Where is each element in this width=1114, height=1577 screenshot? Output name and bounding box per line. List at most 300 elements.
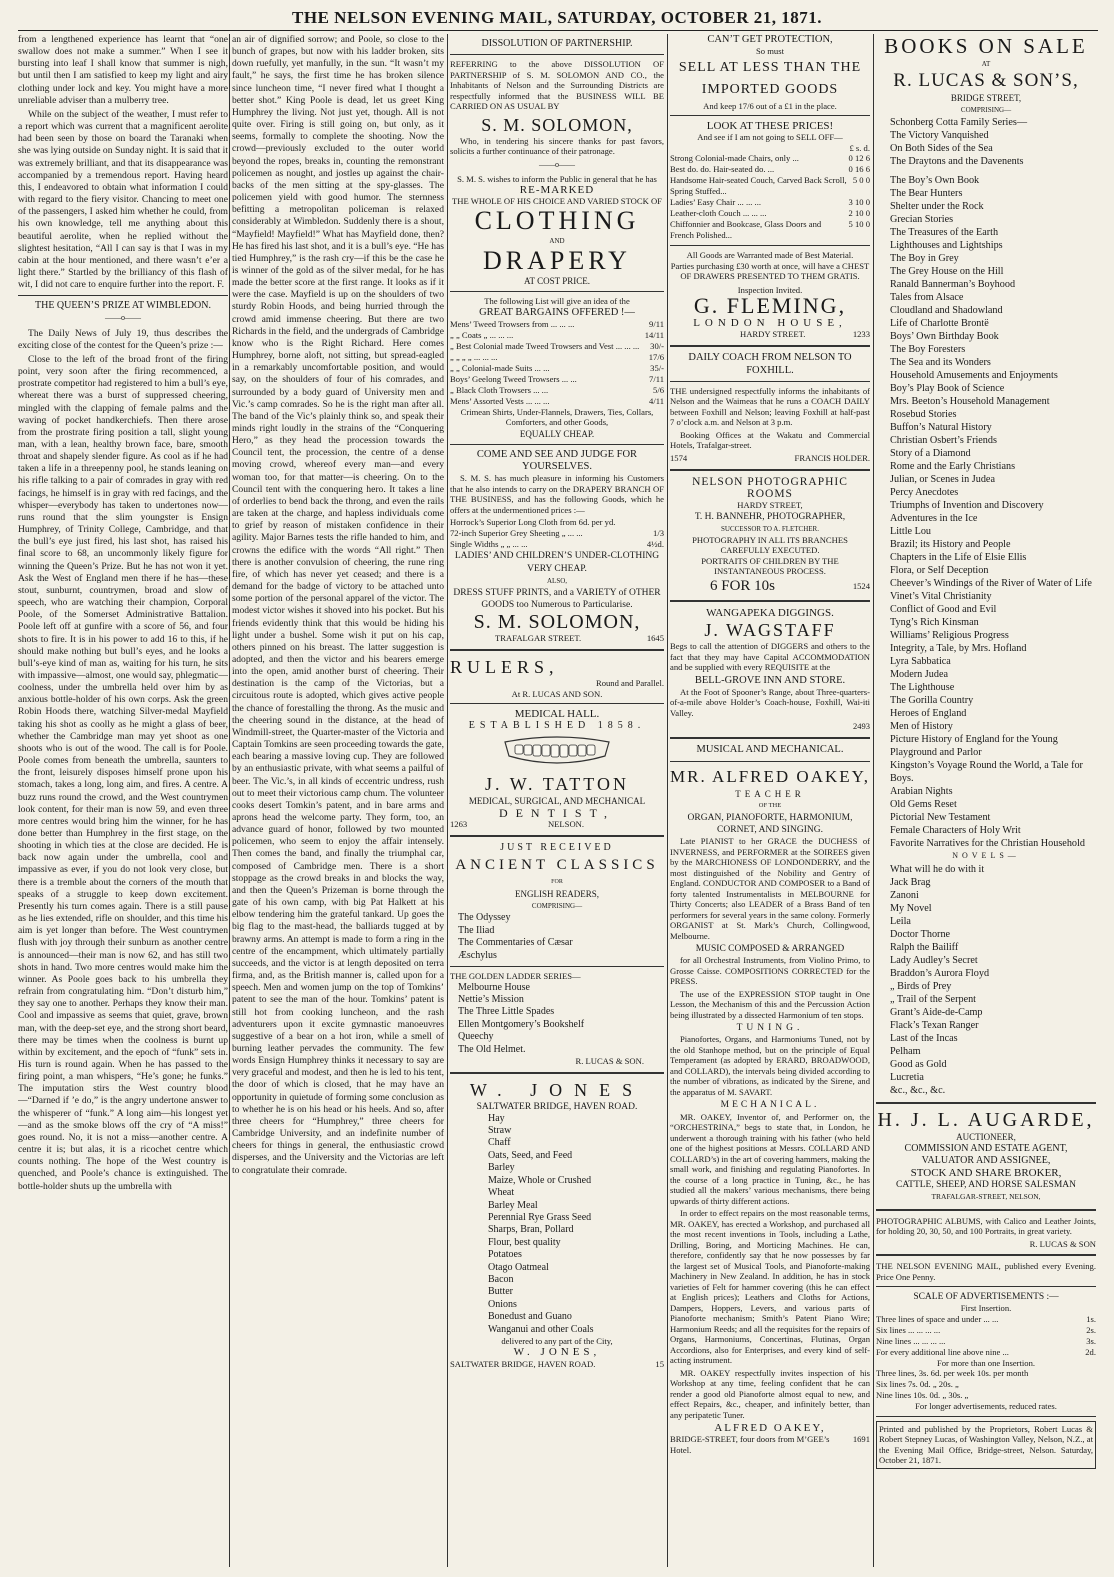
address: BRIDGE STREET, <box>950 93 1022 104</box>
ad-text: REFERRING to the above DISSOLUTION OF PARTNERSHIP of S. M. SOLOMON AND CO., the Inhabitants of Nelson and the Surrounding Districts are respectfully informed that the BUSINESS WILL BE CARRIED ON AS USUAL BY <box>450 59 664 112</box>
book-title: Tales from Alsace <box>890 292 964 304</box>
book-title: Ellen Montgomery’s Bookshelf <box>458 1018 585 1030</box>
ad-text: THE undersigned respectfully informs the inhabitants of Nelson and the Waimeas that he runs a COACH DAILY between Foxhill and Nelson; leaving Foxhill at half-past 7 o’clock a.m. and Nelson at 3 p.m. <box>670 385 870 428</box>
item-price: 14/11 <box>644 329 664 340</box>
divider <box>670 345 870 347</box>
ad-text: PORTRAITS OF CHILDREN BY THE INSTANTANEOUS PROCESS. <box>701 555 839 577</box>
ad-text: Late PIANIST to her GRACE the DUCHESS of INVERNESS, and PERFORMER at the SOIREES given by the MARCHIONESS OF LONDONDERRY, and the most distinguished of the Nobility and Gentry of England. CONDUCTOR AND COMPOSER to a Band of forty talented Instrumentalists in MELBOURNE for Thirty Concerts; also LEADER of a Brass Band of ten performers for several years in the same colony. Formerly ORGANIST at St. Mark’s Church, Collingwood, Melbourne. <box>670 836 870 941</box>
book-title: Nettie’s Mission <box>458 993 524 1005</box>
ad-headline-clothing: CLOTHING <box>474 205 640 235</box>
ad-text: The use of the EXPRESSION STOP taught in One Lesson, the Mechanism of this and the Percussion Action being illustrated by a dissected Harmonium of ten stops. <box>670 988 870 1020</box>
ad-headline-drapery: DRAPERY <box>483 246 631 276</box>
ad-footer <box>450 1359 664 1370</box>
ad-footer <box>670 453 870 464</box>
book-list <box>876 116 1096 168</box>
book-title: Little Lou <box>890 526 932 538</box>
item-price: 5 10 0 <box>848 219 870 230</box>
ad-text: THE GOLDEN LADDER SERIES— <box>450 971 581 982</box>
price-row <box>450 319 664 330</box>
ad-heading: MUSICAL AND MECHANICAL. <box>696 744 844 756</box>
ad-text: PHOTOGRAPHIC ALBUMS, with Calico and Leather Joints, for holding 20, 30, 50, and 100 Portraits, in great variety. <box>876 1215 1096 1237</box>
book-title: Favorite Narratives for the Christian Household <box>890 838 1085 850</box>
ad-heading: ANCIENT CLASSICS <box>455 856 659 873</box>
book-title: „ Birds of Prey <box>890 980 952 992</box>
advertiser-name: J. W. TATTON <box>485 773 629 794</box>
article-title: THE QUEEN’S PRIZE AT WIMBLEDON. <box>34 300 211 312</box>
book-title: Life of Charlotte Brontë <box>890 318 989 330</box>
ad-text: At the Foot of Spooner’s Range, about Three-quarters-of-a-mile above Holder’s Coach-house, Foxhill, Wai-iti Valley. <box>670 686 870 718</box>
ad-text: First Insertion. <box>960 1303 1012 1314</box>
ad-text: Crimean Shirts, Under-Flannels, Drawers, Ties, Collars, Comforters, and other Goods, <box>460 406 654 428</box>
goods-item: Wanganui and other Coals <box>488 1323 594 1335</box>
book-title: The Boy’s Own Book <box>890 175 980 187</box>
address: HARDY STREET. <box>740 329 806 340</box>
ad-text: All Goods are Warranted made of Best Material. <box>686 250 854 261</box>
ad-heading: MECHANICAL. <box>720 1100 820 1111</box>
ad-heading: DAILY COACH FROM NELSON TO FOXHILL. <box>688 352 852 376</box>
ad-text: COMPRISING— <box>531 902 583 911</box>
ad-heading: CAN’T GET PROTECTION, <box>707 34 833 45</box>
ad-number: 1691 <box>852 1434 870 1445</box>
price-row <box>450 352 664 363</box>
book-title: Shelter under the Rock <box>890 201 984 213</box>
column-3 <box>450 34 664 1567</box>
paragraph: Close to the left of the broad front of the firing point, very soon after the firing recommenced, a prostrate competitor had registered to him a bull’s eye, whereat there was a burst of suppressed cheering, mingled with the clapping of female palms and the waving of pocket handkerchiefs. Then there arose from the prostrate firing position a tall, slight young man, with a lean, healthy brown face, bare, smooth throat and shapely slender figure. As cool as if he had taken a life in a threepenny pool, he stands leaning on his rifle talking to a pair of comrades in gray with red facings, he himself is in gray with red facings, and the whisper—everybody has taken to undertones now—runs round that the slim youngster is Ensign Humphrey, of Trinity College, Cambridge, and that the bull’s eye just fired, his last shot, has raised his final score to 68, an uncommonly likely figure for winning the Queen’s Prize. But he has not won it yet. Ask the West of England men there if he has—these stout, sunburnt, countrymen, broad and slow of speech, who are watching their champion, Corporal Poole, of the Somerset Administrative Battalion. Poole left off at gunfire with a score of 56, and four shots to fire. It is in his power to add 16 to this, if he should make nothing but bull’s eyes, and he looks a bull’s-eye kind of man as, waiting for his turn, he sits with impassive—almost, one would say, phlegmatic—coolness, under the umbrella held over him by as anxious bottle-holder of his own corps. Ask the green Robin Hoods there, watching Silver-medal Mayfield taking his shot as coolly as he might a glass of beer, whether the Cambridge man may yet shoot as one shoots who is out of the wood. The call is for Poole. Poole comes from beneath the umbrella, saunters to the front, leisurely disposes himself prone upon his stomach, takes a long, long aim, and fires. A centre. A buzz runs round the crowd, and the West countrymen look content, for their man is now 59, and even three more centres would bring him the winner, for he has done better than Humphrey in the first stage, on the shooting in which ties at the close are decided. He is back now again under the umbrella, cool and impassive as ever, if you do not look very close, but there is a tremble about the corners of the mouth that speaks of a struggle to keep down excitement. Presently his turn comes again. There is a still pause as he lies extended, rifle on shoulder, and this time his aim is yet longer than before. The West countrymen flush with joy through their sunburn as another centre is announced—their man is now 62, and has still two shots in hand. Two more centres would make him the winner. As Poole goes back to his umbrella they refrain from congratulating him. “Don’t disturb him,” they say one to another. Perhaps they know their man. Cool and impassive as seems that quiet, grave, brown man, with the deep-set eye, and the strong short beard, there may be times when the coolness is burnt up within by excitement, and the epoch of “funk” sets in. His turn is round again. When he has passed to the firing point, a man whispers, “He’s gone; he funks.” The imputation stirs the West country blood—“Darned if ’e do,” is the angry undertone answer to the whisperer of “funk.” A long aim—his longest yet—and as the smoke blows off the cry of “A miss!” goes round. No, it is not a miss—another centre. A centre it is; but alas, it is a ricochet centre which counts nothing. The hope of the West country is quenched, and Poole’s chance is extinguished. The bottle-holder shuts up the umbrella with <box>18 353 228 1192</box>
item-price: 5/6 <box>653 384 664 395</box>
book-title: Buffon’s Natural History <box>890 422 992 434</box>
ad-heading: LADIES’ AND CHILDREN’S UNDER-CLOTHING VERY CHEAP. <box>454 551 660 574</box>
divider <box>450 54 664 55</box>
ad-text: MR. OAKEY respectfully invites inspection of his Workshop at any time, feeling confident that he can render a good old Pianoforte almost equal to new, and effect Repairs, &c., cheaper, and infinitely better, than any peripatetic Tuner. <box>670 1367 870 1420</box>
ad-heading: NOVELS— <box>952 851 1020 861</box>
goods-item: Barley <box>488 1162 515 1174</box>
book-title: Last of the Incas <box>890 1032 958 1044</box>
ad-signature: R. LUCAS & SON. <box>575 1056 644 1066</box>
book-title: Brazil; its History and People <box>890 539 1011 551</box>
price-row <box>876 1325 1096 1336</box>
divider <box>450 444 664 445</box>
ad-heading: BELL-GROVE INN AND STORE. <box>694 674 846 686</box>
item-label: Three lines of space and under ... ... <box>876 1313 999 1324</box>
ad-heading: NELSON PHOTOGRAPHIC ROOMS <box>692 475 848 500</box>
ad-heading: BOOKS ON SALE <box>884 34 1088 58</box>
book-title: Men of History <box>890 721 953 733</box>
book-title: Conflict of Good and Evil <box>890 604 997 616</box>
paragraph: While on the subject of the weather, I must refer to a report which was current that a magnificent aerolite had been seen by those on board the Taranaki when she was lying outside on Sunday night. It is said that it was extremely brilliant, and that its disappearance was accompanied by a tremendous report. Having heard this, I endeavored to obtain what information I could with regard to the fiery visitor. Chancing to meet one of the passengers, I asked him whether he could, from his own knowledge, tell me anything about this beautiful aerolite, when he replied without the slightest hesitation, “All I can say is that I was in my cabin at the hour mentioned, and there wasn’t e’er a light there.” Startled by the brilliancy of this flash of wit, I did not care to enquire further into the report. F. <box>18 108 228 291</box>
book-title: Ralph the Bailiff <box>890 941 959 953</box>
book-title: What will he do with it <box>890 863 985 875</box>
item-price: 35/- <box>650 362 664 373</box>
book-title: The Old Helmet. <box>458 1043 526 1055</box>
book-title: Heroes of England <box>890 708 967 720</box>
price-offer: 6 FOR 10s <box>710 577 776 594</box>
ad-heading: MUSIC COMPOSED & ARRANGED <box>695 944 845 955</box>
masthead-rule <box>18 30 1098 31</box>
advertiser-name: H. J. L. AUGARDE, <box>877 1108 1095 1131</box>
goods-item: Potatoes <box>488 1249 522 1261</box>
divider-ornament: ——o—— <box>105 313 141 323</box>
ad-heading: LOOK AT THESE PRICES! <box>706 120 834 133</box>
book-title: Jack Brag <box>890 876 931 888</box>
book-title: Household Amusements and Enjoyments <box>890 370 1058 382</box>
item-price: 7/11 <box>649 373 664 384</box>
price-row <box>670 208 870 219</box>
ad-text: Round and Parallel. <box>595 678 664 689</box>
book-list <box>876 863 1096 1097</box>
ad-signature: R. LUCAS & SON <box>1029 1238 1096 1249</box>
goods-item: Straw <box>488 1125 512 1137</box>
ad-number: 15 <box>655 1358 664 1369</box>
ad-text: OF THE <box>758 801 782 809</box>
advertiser-name: R. LUCAS & SON’S, <box>893 70 1079 92</box>
ad-heading: RULERS, <box>450 657 559 678</box>
item-label: „ „ „ „ ... ... ... <box>450 351 498 362</box>
book-title: Flora, or Self Deception <box>890 565 989 577</box>
ad-text: S. M. S. has much pleasure in informing his Customers that he also intends to carry on the DRAPERY BRANCH OF THE BUSINESS, and has the following Goods, which he offers at the undermentioned prices :— <box>450 473 664 515</box>
book-title: Arabian Nights <box>890 786 953 798</box>
item-label: Chiffonnier and Bookcase, Glass Doors and French Polished... <box>670 219 822 241</box>
ad-heading: GREAT BARGAINS OFFERED !— <box>479 306 635 318</box>
ad-text: CATTLE, SHEEP, AND HORSE SALESMAN <box>896 1180 1076 1191</box>
address: HARDY STREET, <box>737 500 803 511</box>
book-title: Cheever’s Windings of the River of Water of Life <box>890 578 1092 590</box>
advertiser-name: W. JONES <box>469 1079 645 1100</box>
ad-heading: RE-MARKED <box>519 184 595 197</box>
ad-text: STOCK AND SHARE BROKER, <box>910 1167 1062 1180</box>
ad-text: ENGLISH READERS, <box>514 889 599 900</box>
divider <box>670 737 870 739</box>
book-title: Mrs. Beeton’s Household Management <box>890 396 1050 408</box>
item-price: 4½d. <box>646 539 664 550</box>
item-price: 2s. <box>1086 1324 1096 1335</box>
book-title: Lyra Sabbatica <box>890 656 951 668</box>
book-title: Lady Audley’s Secret <box>890 954 978 966</box>
ad-footer <box>670 577 870 595</box>
advertiser-name: W. JONES, <box>513 1346 601 1359</box>
book-title: Old Gems Reset <box>890 799 957 811</box>
book-title: Lighthouses and Lightships <box>890 240 1003 252</box>
book-title: Story of a Diamond <box>890 448 971 460</box>
ad-heading: MEDICAL HALL. <box>514 708 600 721</box>
book-title: Williams’ Religious Progress <box>890 630 1009 642</box>
item-label: Single Widths „ „ ... ... <box>450 539 528 550</box>
item-label: „ „ Coats „ ... ... ... <box>450 329 514 340</box>
book-title: The Treasures of the Earth <box>890 227 999 239</box>
ad-number: 1233 <box>852 329 870 340</box>
ad-heading: WANGAPEKA DIGGINGS. <box>706 606 834 619</box>
address: NELSON. <box>547 818 584 829</box>
ad-heading: TUNING. <box>736 1023 804 1034</box>
item-label: Three lines, 3s. 6d. per week 10s. per month <box>876 1368 1029 1379</box>
item-price: 3 10 0 <box>848 197 870 208</box>
item-price: 9/11 <box>649 318 664 329</box>
item-price: 0 16 6 <box>848 164 870 175</box>
ad-text: THE WHOLE OF HIS CHOICE AND VARIED STOCK OF <box>452 196 662 207</box>
book-title: The Commentaries of Cæsar <box>458 937 573 949</box>
price-row <box>876 1379 1096 1390</box>
book-title: Melbourne House <box>458 981 530 993</box>
paragraph: an air of dignified sorrow; and Poole, so close to the bunch of grapes, but now with his ladder broken, sits down ruefully, yet manfully, in the sun. “It wasn’t my fault,” he says, the first time he has broken silence since luncheon time, “I never fired what I thought a better shot.” King Poole is dead, let us greet King Humphrey the living. Not just yet, though. All is not quite over. Firing is still going on, but only, as it seems, formally to complete the shooting. Now the crowd—previously excluded to the outer world beyond the ropes, breaks in, counting the remonstrant policemen as nought, and jostles up against the chair-backs of the men sitting at the spy-glasses. The policemen yield with good humor. The sternness befitting a metropolitan policeman is relaxed considerably at Wimbledon. Suddenly there is a shout, “Mayfield! Mayfield!” What has Mayfield done, then? He has fired his last shot, and it is a bull’s eye. “He has tied Humphrey,” is the rash cry—if this be the case he is winner of the gold as of the silver medal, for he has made the better score at the first range. It looks as if it were the case. Mayfield is up on the shoulders of two sturdy Robin Hoods, and being hurried through the crowd amid immense cheering. But there are two Richards in the field, and the undergrads of Cambridge know who is the Right Richard. Here comes Humphrey, borne aloft, not sitting, but spread-eagled in a remarkably uncomfortable position, and would say, on the shoulders of four of his comrades, and surrounded by a body guard of University men and Vic.’s camp comrades. So he is the right man after all. The band of the Vic’s plainly think so, and speak their minds right loudly in the strains of the “Conquering Hero,” as they head the procession towards the Council tent, the procession, the centre of a dense moving crowd, whereof every man—and every woman too, for that matter—is cheering. On to the Council tent with the conquering hero. It takes a line of orderlies to bend back the throng, and even the rails are taken at the charge, and hapless individuals come to grief by reason of mistaken confidence in their agility. Major Barnes tests the rifle handed to him, and crowns the edifice with the words “All right.” Then there is another convulsion of cheering, the rune ring fire, of which has never yet ceased; and there is a demand for the badge of victory to be attached unto some portion of the personal apparel of the victor. The modest victor wishes it shoved into his pocket. But his friends evidently think that this would be hiding his light under a bushel. Some wish it put on his cap, others pinned on his breast. The latter suggestion is adopted, and then the victor and his bearers emerge into the open, amid another burst of cheering. Their destination is the camp of the Victorias, but a circuitous route is adopted, which gives active people the chance of forestalling the throng. As the music and the cheering sound in the distance, at the head of Windmill-street, the Quarter-master of the Victoria and Captain Tomkins are seen proceeding towards the gate, each bearing a massive loving cup. They are followed by an enthusiastic private, with what seems a pailful of beer. The Vic.’s, in all kinds of eccentric undress, rush out to meet their victorious camp chum. The volunteer cooks desert Tomkin’s patent, and in bare arms and aprons head the welcome party. They form, too, an advance guard of honor, followed by two mounted policemen, who seem to enjoy the affair intensely. Then comes the band, and finally the triumphal car, composed of Cambridge men. There is a short stoppage as the crowd breaks in and blocks the way, and then the Queen’s Prizeman is borne through the gate of his own camp, with big Pat Halkett at his elbow tendering him the grateful tankard. Up goes the big flag to the mast-head, the balliards tugged at by brawny arms. An attempt is made to form a ring in the centre of the encampment, which ultimately partially succeeds, and the victor is at length deposited on terra firma, and, as the British manner is, called upon for a speech. Men and women jump on the top of Tomkins’ patent to see the man of the hour. Tomkins’ patent is still hot from cooking luncheon, and the rash adventurers upon it excite gymnastic manoeuvres suggestive of a bear on a hot iron, while a smell of burning leather pervades the community. The few words Ensign Humphrey thinks it necessary to say are very graceful and modest, and then he is led to his tent, the door of which is closed, that he may have an opportunity in quietude of forming some conclusion as to whether he is on his head or his heels. And so, after three cheers for “Humphrey,” three cheers for Cambridge University, and an indefinite number of cheers for things in general, the enthusiastic crowd disperses, and the University and the Victorias are left to congratulate their comrade. <box>232 34 444 1176</box>
ad-text: So must <box>756 46 784 57</box>
column-5 <box>876 34 1096 1567</box>
book-title: Boys’ Own Birthday Book <box>890 331 999 343</box>
ad-heading: DRESS STUFF PRINTS, and a VARIETY of OTHER GOODS too Numerous to Particularise. <box>453 587 661 611</box>
ad-text: Inspection Invited. <box>737 284 803 295</box>
ad-text: VALUATOR AND ASSIGNEE, <box>921 1154 1051 1166</box>
book-list <box>450 912 664 962</box>
column-rule <box>229 34 230 1567</box>
book-title: The Grey House on the Hill <box>890 266 1004 278</box>
goods-item: Perennial Rye Grass Seed <box>488 1211 592 1223</box>
divider <box>450 703 664 704</box>
book-title: Braddon’s Aurora Floyd <box>890 967 990 979</box>
advertiser-name: S. M. SOLOMON, <box>473 611 641 634</box>
ad-heading: SCALE OF ADVERTISEMENTS :— <box>913 1292 1059 1303</box>
address: SALTWATER BRIDGE, HAVEN ROAD. <box>450 1358 596 1369</box>
item-label: Best do. do. Hair-seated do. ... <box>670 164 775 175</box>
goods-item: Bacon <box>488 1273 514 1285</box>
advertiser-name: S. M. SOLOMON, <box>481 114 633 135</box>
item-label: Six lines ... ... ... ... <box>876 1324 941 1335</box>
ad-text: Booking Offices at the Wakatu and Commercial Hotels, Trafalgar-street. <box>670 429 870 451</box>
goods-item: Bonedust and Guano <box>488 1311 572 1323</box>
book-title: Playground and Parlor <box>890 747 982 759</box>
book-title: The Boy Foresters <box>890 344 966 356</box>
ad-heading: ORGAN, PIANOFORTE, HARMONIUM, CORNET, AND SINGING. <box>687 812 853 835</box>
price-row <box>876 1336 1096 1347</box>
divider <box>670 115 870 116</box>
goods-item: Oats, Seed, and Feed <box>488 1149 573 1161</box>
column-rule <box>873 34 874 1567</box>
ad-text: AT <box>981 60 991 68</box>
book-title: Integrity, a Tale, by Mrs. Hofland <box>890 643 1027 655</box>
item-label: Nine lines 10s. 0d. „ 30s. „ <box>876 1390 969 1401</box>
rate-table <box>876 1368 1096 1401</box>
goods-item: Barley Meal <box>488 1199 538 1211</box>
column-1 <box>18 34 228 1567</box>
item-price: 1/3 <box>653 528 664 539</box>
book-title: Pictorial New Testament <box>890 812 991 824</box>
address: LONDON HOUSE, <box>693 317 847 330</box>
item-price: 17/6 <box>648 351 664 362</box>
ad-text: For longer advertisements, reduced rates. <box>915 1401 1057 1412</box>
book-title: Boy’s Play Book of Science <box>890 383 1005 395</box>
ad-text: ESTABLISHED 1858. <box>468 720 646 732</box>
price-row <box>450 396 664 407</box>
ad-text: MEDICAL, SURGICAL, AND MECHANICAL <box>468 795 646 806</box>
book-title: Pelham <box>890 1045 921 1057</box>
paragraph: from a lengthened experience has learnt that “one swallow does not make a summer.” When I see it bursting into leaf I shall know that summer is nigh, but until then I am satisfied to keep my light and airy clothing under lock and key. You might have a more unreliable adviser than a mulberry tree. <box>18 34 228 106</box>
price-row <box>670 175 870 197</box>
ad-text: MR. OAKEY, Inventor of, and Performer on, the “ORCHESTRINA,” begs to state that, in London, he underwent a thorough training with his father (who held one of the highest positions at Messrs. COLLARD AND COLLARD’s) in the art of covering hammers, making the small work, and finishing and regulating Pianofortes. In the course of a long practice in Tuning, &c., he has studied all the makers’ various mechanisms, there being upwards of thirty different actions. <box>670 1111 870 1206</box>
ad-text: Pianofortes, Organs, and Harmoniums Tuned, not by the old Stanhope method, but on the principle of Equal Temperament (as adopted by ERARD, BROADWOOD, and COLLARD), the intervals being divided according to the number of vibrations, as indicated by the Sirene, and the apparatus of M. SAVART. <box>670 1034 870 1097</box>
item-label: For every additional line above nine ... <box>876 1346 1009 1357</box>
price-list <box>670 153 870 241</box>
item-label: Boys’ Geelong Tweed Trowsers ... ... <box>450 373 577 384</box>
divider <box>18 295 228 296</box>
item-label: 72-inch Superior Grey Sheeting „ ... ... <box>450 528 583 539</box>
ad-number: 1645 <box>646 633 664 644</box>
column-4 <box>670 34 870 1567</box>
ad-signature: ALFRED OAKEY, <box>714 1422 826 1435</box>
ad-text: For more than one Insertion. <box>936 1357 1036 1368</box>
divider <box>876 1416 1096 1417</box>
divider <box>670 600 870 602</box>
masthead: THE NELSON EVENING MAIL, SATURDAY, OCTOBER 21, 1871. <box>292 8 822 27</box>
price-row <box>450 517 664 528</box>
ad-text: And see if I am not going to SELL OFF— <box>697 132 843 143</box>
address: TRAFALGAR-STREET, NELSON, <box>931 1192 1041 1202</box>
item-label: Mens’ Assorted Vests ... ... ... <box>450 395 550 406</box>
price-row <box>876 1368 1096 1379</box>
ad-number: 1524 <box>852 580 870 591</box>
ad-text: SUCCESSOR TO A. FLETCHER. <box>721 524 819 533</box>
book-title: &c., &c., &c. <box>890 1084 946 1096</box>
ad-number: 1574 <box>670 452 688 463</box>
book-title: The Iliad <box>458 924 495 936</box>
item-price: 2 10 0 <box>848 208 870 219</box>
book-title: Triumphs of Invention and Discovery <box>890 500 1044 512</box>
divider <box>876 1102 1096 1104</box>
book-title: Lucretia <box>890 1071 924 1083</box>
ad-text: AT COST PRICE. <box>524 276 590 287</box>
ad-number: 1263 <box>450 818 468 829</box>
ad-heading: DENTIST, <box>498 805 616 820</box>
book-title: The Three Little Spades <box>458 1006 555 1018</box>
book-title: Schonberg Cotta Family Series— <box>890 117 1028 129</box>
book-title: Christian Osbert’s Friends <box>890 435 997 447</box>
price-row <box>876 1390 1096 1401</box>
item-label: Leather-cloth Couch ... ... ... <box>670 208 767 219</box>
price-row <box>450 330 664 341</box>
price-row <box>876 1314 1096 1325</box>
ad-text: Parties purchasing £30 worth at once, will have a CHEST OF DRAWERS PRESENTED TO THEM GRATIS. <box>670 260 870 282</box>
ad-text: Begs to call the attention of DIGGERS and others to the fact that they may have Capital ACCOMMODATION and be supplied with every REQUISITE at the <box>670 641 870 673</box>
goods-item: Butter <box>488 1286 513 1298</box>
ad-text: ALSO, <box>546 576 568 585</box>
book-title: Grecian Stories <box>890 214 954 226</box>
goods-item: Maize, Whole or Crushed <box>488 1174 592 1186</box>
divider <box>876 1209 1096 1211</box>
ad-footer <box>670 329 870 340</box>
price-list <box>450 517 664 550</box>
book-title: Julian, or Scenes in Judea <box>890 474 995 486</box>
book-title: Vinet’s Vital Christianity <box>890 591 992 603</box>
item-label: Nine lines ... ... ... ... <box>876 1335 946 1346</box>
ad-text: AUCTIONEER, <box>956 1131 1016 1142</box>
book-title: Rome and the Early Christians <box>890 461 1016 473</box>
ad-text: delivered to any part of the City, <box>501 1335 613 1346</box>
paragraph: The Daily News of July 19, thus describes the exciting close of the contest for the Queen’s prize :— <box>18 327 228 351</box>
book-title: The Bear Hunters <box>890 188 963 200</box>
ad-text: COMMISSION AND ESTATE AGENT, <box>904 1142 1068 1154</box>
book-title: The Odyssey <box>458 912 511 924</box>
book-title: Female Characters of Holy Writ <box>890 825 1021 837</box>
ad-title: DISSOLUTION OF PARTNERSHIP. <box>481 38 633 49</box>
item-label: „ Best Colonial made Tweed Trowsers and Vest ... ... ... <box>450 340 640 351</box>
divider <box>450 966 664 967</box>
book-title: The Gorilla Country <box>890 695 974 707</box>
ad-heading: COME AND SEE AND JUDGE FOR YOURSELVES. <box>476 449 638 473</box>
advertiser-name: J. WAGSTAFF <box>704 620 836 641</box>
item-price: 0 12 6 <box>848 153 870 164</box>
column-rule <box>447 34 448 1567</box>
ad-text: THE NELSON EVENING MAIL, published every Evening. Price One Penny. <box>876 1261 1096 1282</box>
address: BRIDGE-STREET, four doors from M’GEE’s Hotel. <box>670 1434 830 1456</box>
rate-table <box>876 1314 1096 1358</box>
goods-item: Chaff <box>488 1137 511 1149</box>
item-price: 30/- <box>650 340 664 351</box>
book-title: Zanoni <box>890 889 919 901</box>
book-title: My Novel <box>890 902 932 914</box>
ad-footer <box>670 1434 870 1456</box>
item-label: „ „ Colonial-made Suits ... ... <box>450 362 550 373</box>
item-price: 4/11 <box>649 395 664 406</box>
divider <box>670 245 870 246</box>
goods-item: Wheat <box>488 1187 515 1199</box>
goods-item: Hay <box>488 1112 505 1124</box>
divider <box>670 381 870 382</box>
ad-text: Who, in tendering his sincere thanks for past favors, solicits a further continuance of their patronage. <box>450 135 664 157</box>
column-rule <box>667 34 668 1567</box>
goods-item: Onions <box>488 1298 517 1310</box>
price-list <box>450 319 664 407</box>
item-price: 1s. <box>1086 1313 1096 1324</box>
book-title: Kingston’s Voyage Round the World, a Tale for Boys. <box>890 760 1083 785</box>
goods-list <box>480 1113 664 1336</box>
ad-text: EQUALLY CHEAP. <box>519 428 595 439</box>
ad-text: The following List will give an idea of the <box>484 296 630 307</box>
item-label: Handsome Hair-seated Couch, Carved Back Scroll, Spring Stuffed... <box>670 175 847 197</box>
ad-footer <box>450 819 664 830</box>
book-title: Grant’s Aide-de-Camp <box>890 1006 983 1018</box>
book-title: The Victory Vanquished <box>890 130 989 142</box>
book-list <box>450 982 664 1056</box>
divider <box>670 761 870 762</box>
price-row <box>670 153 870 164</box>
divider <box>876 1254 1096 1256</box>
ad-text: At R. LUCAS AND SON. <box>511 688 603 699</box>
advertiser-name: MR. ALFRED OAKEY, <box>670 766 870 786</box>
book-title: Good as Gold <box>890 1058 947 1070</box>
ad-heading: JUST RECEIVED <box>500 841 614 853</box>
book-title: Ranald Bannerman’s Boyhood <box>890 279 1016 291</box>
ad-text: COMPRISING— <box>960 106 1012 115</box>
book-title: Tyng’s Rich Kinsman <box>890 617 979 629</box>
price-row <box>450 363 664 374</box>
book-title: Queechy <box>458 1031 494 1043</box>
book-title: Chapters in the Life of Elsie Ellis <box>890 552 1027 564</box>
price-row <box>876 1347 1096 1358</box>
item-price: 2d. <box>1085 1346 1096 1357</box>
item-price: 5 0 0 <box>852 175 870 186</box>
book-title: The Lighthouse <box>890 682 955 694</box>
book-title: Doctor Thorne <box>890 928 951 940</box>
price-row <box>670 197 870 208</box>
item-label: Strong Colonial-made Chairs, only ... <box>670 153 799 164</box>
divider <box>876 1286 1096 1287</box>
book-title: The Draytons and the Davenents <box>890 156 1024 168</box>
ad-text: FOR <box>551 878 563 885</box>
book-title: Modern Judea <box>890 669 948 681</box>
advertiser-name: T. H. BANNEHR, PHOTOGRAPHER, <box>694 511 846 522</box>
book-title: Adventures in the Ice <box>890 513 978 525</box>
currency-header: £ s. d. <box>849 142 870 153</box>
divider <box>670 469 870 471</box>
column-2 <box>232 34 444 1567</box>
book-list <box>876 174 1096 850</box>
divider <box>450 1072 664 1074</box>
